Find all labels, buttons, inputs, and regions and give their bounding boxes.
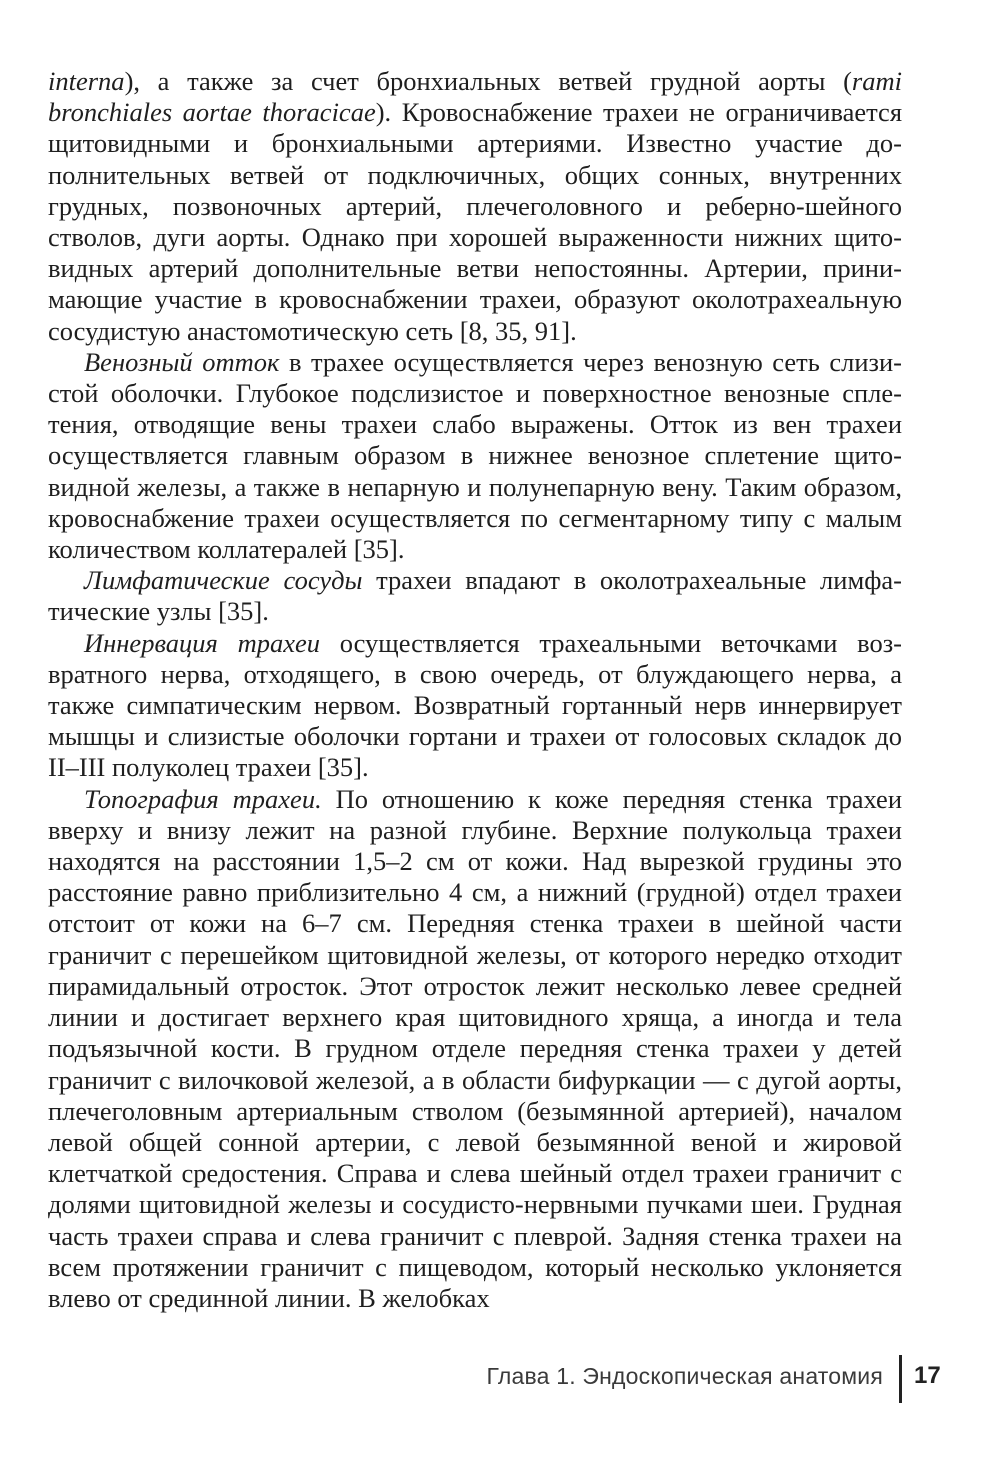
text-run: rami bronchiales aortae thoracicae [48, 66, 902, 128]
text-run: осуществляется трахеальными веточками возвратного нерва, отходящего, в свою очередь, от блуждающего нерва, а также симпатическим нервом. Возвратный гортанный нерв иннервирует мышцы и слизистые оболочки гортани и трахеи от голосовых складок до II–III полуколец трахеи [35]. [48, 627, 902, 783]
page-footer [0, 1355, 1000, 1403]
footer-divider [899, 1355, 902, 1403]
text-run: interna [48, 66, 125, 96]
text-run: Топография трахеи. [84, 783, 322, 814]
text-run: По отношению к коже передняя стенка трахеи вверху и внизу лежит на разной глубине. Верхние полукольца трахеи находятся на расстоянии 1,5–2 см от кожи. Над вырезкой грудины это расстояние равно приблизительно 4 см, а нижний (грудной) отдел трахеи отстоит от кожи на 6–7 см. Передняя стенка трахеи в шейной части граничит с перешейком щитовидной железы, от которого нередко отходит пирамидальный отросток. Этот отросток лежит несколько левее средней линии и достигает верхнего края щитовидного хряща, а иногда и тела подъязычной кости. В грудном отделе передняя стенка трахеи у детей граничит с вилочковой железой, а в области бифуркации — с дугой аорты, плечеголовным артериальным стволом (безымянной артерией), началом левой общей сонной артерии, с левой безымянной веной и жировой клетчаткой средостения. Справа и слева шейный отдел трахеи граничит с долями щитовидной железы и сосудисто-нервными пучками шеи. Грудная часть трахеи справа и слева граничит с плеврой. Задняя стенка трахеи на всем протяжении граничит с пищеводом, который несколько уклоняется влево от срединной линии. В желобках [48, 783, 902, 1313]
paragraph-topography [48, 784, 902, 1314]
paragraph-arterial-supply [48, 66, 902, 347]
paragraph-innervation [48, 628, 902, 784]
text-run: Иннервация трахеи [84, 627, 320, 658]
text-run: Венозный отток [84, 346, 280, 377]
paragraph-venous-outflow [48, 347, 902, 565]
text-run: трахеи впадают в околотрахеальные лимфатические узлы [35]. [48, 565, 902, 627]
text-run: в трахее осуществляется через венозную сеть слизистой оболочки. Глубокое подслизистое и поверхностное венозные сплетения, отводящие вены трахеи слабо выражены. Отток из вен трахеи осуществляется главным образом в нижнее венозное сплетение щитовидной железы, а также в непарную и полунепарную вену. Таким образом, кровоснабжение трахеи осуществляется по сегментарному типу с малым количеством коллатералей [35]. [48, 346, 902, 565]
chapter-title: Глава 1. Эндоскопическая анатомия [486, 1363, 883, 1389]
text-run: ). Кровоснабжение трахеи не ограничивается щитовидными и бронхиальными артериями. Известно участие дополнительных ветвей от подключичных, общих сонных, внутренних грудных, позвоночных артерий, плечеголовного и реберно-шейного стволов, дуги аорты. Однако при хорошей выраженности нижних щитовидных артерий дополнительные ветви непостоянны. Артерии, принимающие участие в кровоснабжении трахеи, образуют околотрахеальную сосудистую анастомотическую сеть [8, 35, 91]. [48, 97, 903, 346]
paragraph-lymphatic-vessels [48, 565, 902, 627]
text-run: ), а также за счет бронхиальных ветвей грудной аорты ( [124, 66, 852, 96]
page-number: 17 [914, 1362, 941, 1389]
text-run: Лимфатические сосуды [84, 565, 363, 596]
page-body [48, 66, 902, 1314]
